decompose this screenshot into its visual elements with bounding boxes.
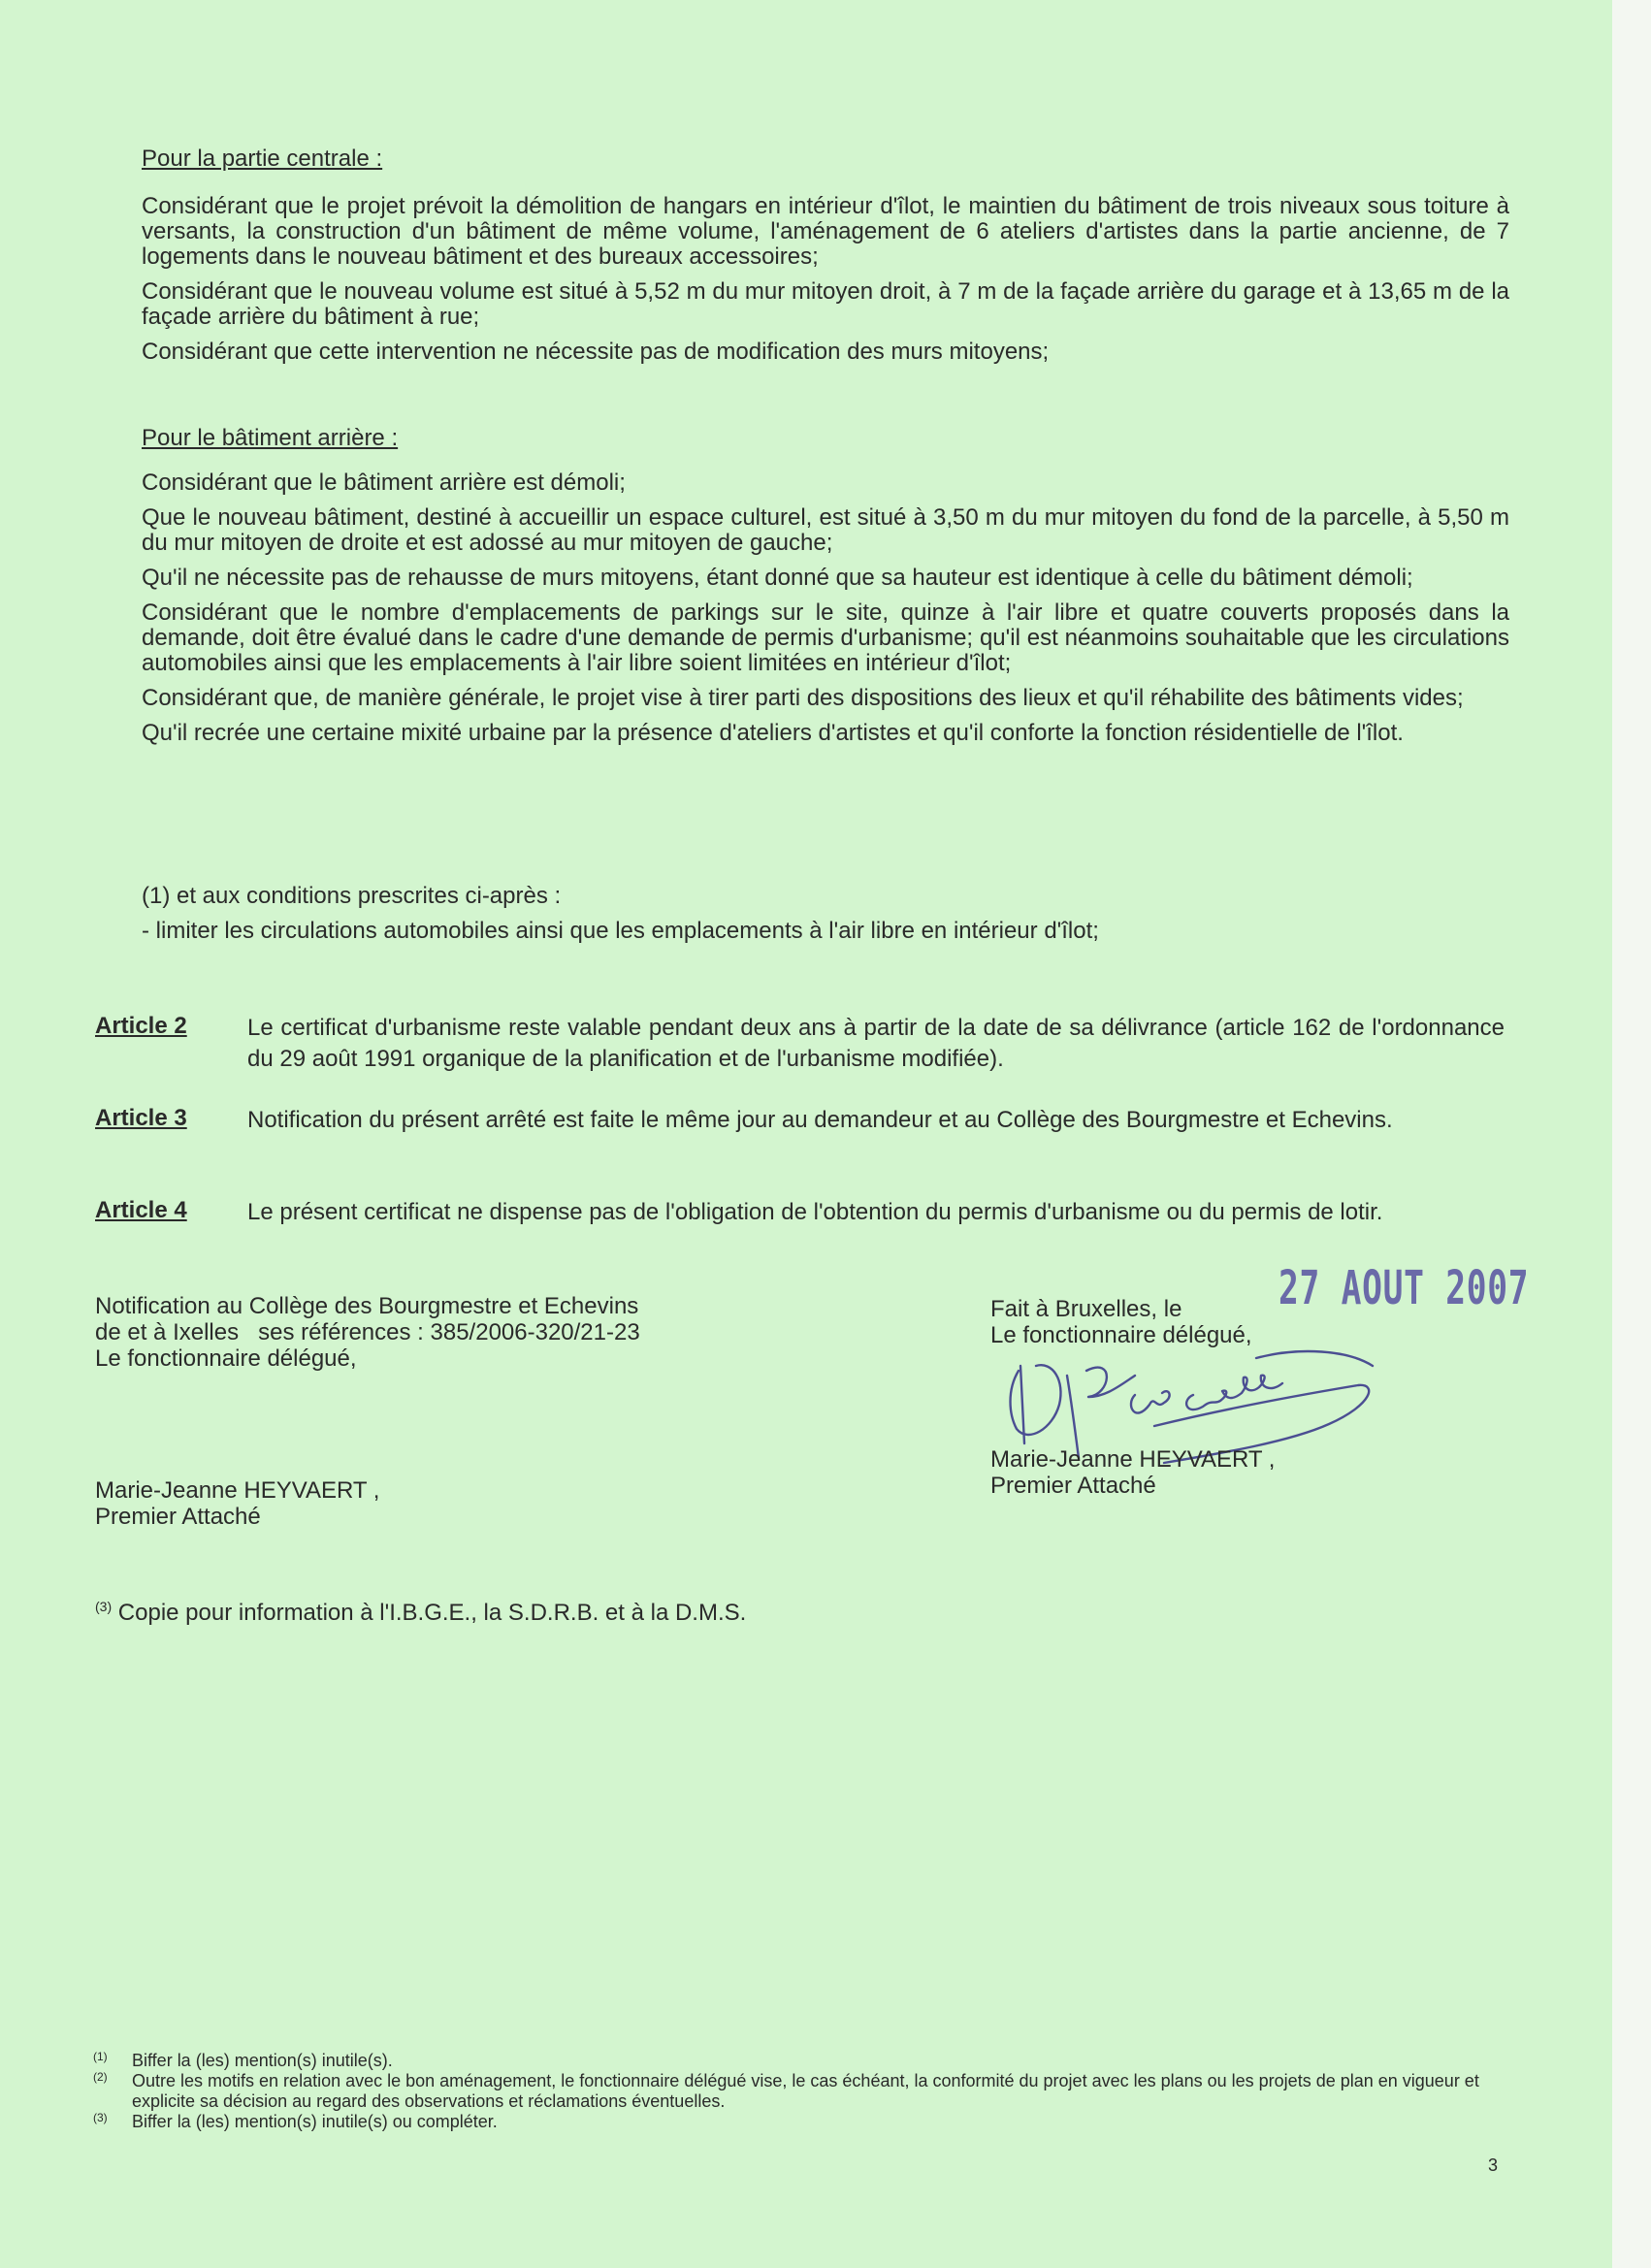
page-edge [1612,0,1651,2268]
fait-place: Fait à Bruxelles, le [990,1296,1182,1322]
footnote-marker: (3) [95,1599,113,1614]
signatory-title: Premier Attaché [95,1504,261,1530]
footnote-text: Outre les motifs en relation avec le bon aménagement, le fonctionnaire délégué vise, le cas échéant, la conformité du projet avec les plans ou les projets de plan en vigueur et explicite sa décision au regard des observations et réclamations éventuelles. [132,2071,1479,2111]
signatory-title: Premier Attaché [990,1473,1156,1499]
paragraph: Considérant que le projet prévoit la démolition de hangars en intérieur d'îlot, le maintien du bâtiment de trois niveaux sous toiture à versants, la construction d'un bâtiment de même volume, l'aménagement de 6 ateliers d'artistes dans la partie ancienne, de 7 logements dans le nouveau bâtiment et des bureaux accessoires; [142,193,1509,270]
footnote [93,2051,1509,2071]
signatory-name: Marie-Jeanne HEYVAERT , [95,1477,380,1504]
article-4-text: Le présent certificat ne dispense pas de l'obligation de l'obtention du permis d'urbanisme ou du permis de lotir. [247,1199,1383,1225]
article-2-text: Le certificat d'urbanisme reste valable pendant deux ans à partir de la date de sa délivrance (article 162 de l'ordonnance du 29 août 1991 organique de la planification et de l'urbanisme modifiée). [247,1015,1505,1072]
conditions-intro: (1) et aux conditions prescrites ci-après : [142,883,562,909]
article-3-text: Notification du présent arrêté est faite le même jour au demandeur et au Collège des Bourgmestre et Echevins. [247,1107,1393,1133]
paragraph: Considérant que, de manière générale, le projet vise à tirer parti des dispositions des lieux et qu'il réhabilite des bâtiments vides; [142,685,1464,711]
footnote [93,2071,1509,2112]
notification-line: Notification au Collège des Bourgmestre et Echevins [95,1293,639,1319]
section-batiment-arriere [142,470,1509,756]
conditions-item: - limiter les circulations automobiles ainsi que les emplacements à l'air libre en intérieur d'îlot; [142,918,1099,944]
paragraph: Considérant que le nombre d'emplacements de parkings sur le site, quinze à l'air libre et quatre couverts proposés dans la demande, doit être évalué dans le cadre d'une demande de permis d'urbanisme; qu'il est néanmoins souhaitable que les circulations automobiles ainsi que les emplacements à l'air libre soient limitées en intérieur d'îlot; [142,599,1509,676]
fait-signatory-role: Le fonctionnaire délégué, [990,1322,1252,1348]
footnote [93,2112,1509,2132]
paragraph: Que le nouveau bâtiment, destiné à accueillir un espace culturel, est situé à 3,50 m du mur mitoyen du fond de la parcelle, à 5,50 m du mur mitoyen de droite et est adossé au mur mitoyen de gauche; [142,504,1509,556]
conditions [142,884,1509,954]
article-4-label: Article 4 [95,1197,187,1223]
article-2-label: Article 2 [95,1013,187,1039]
footnote-marker: (1) [93,2050,108,2063]
paragraph: Qu'il recrée une certaine mixité urbaine par la présence d'ateliers d'artistes et qu'il conforte la fonction résidentielle de l'îlot. [142,720,1404,746]
notification-signatory [95,1477,379,1530]
paragraph: Considérant que cette intervention ne nécessite pas de modification des murs mitoyens; [142,339,1050,365]
footnote-text: Biffer la (les) mention(s) inutile(s) ou compléter. [132,2112,498,2131]
notification-signatory-role: Le fonctionnaire délégué, [95,1345,357,1372]
footnote-marker: (2) [93,2070,108,2084]
copy-text: Copie pour information à l'I.B.G.E., la S.D.R.B. et à la D.M.S. [117,1600,747,1626]
page-number: 3 [1488,2155,1499,2175]
signatory-name: Marie-Jeanne HEYVAERT , [990,1446,1276,1473]
footnote-text: Biffer la (les) mention(s) inutile(s). [132,2051,393,2070]
notification-block [95,1293,640,1372]
fait-signatory [990,1446,1275,1499]
paragraph: Considérant que le bâtiment arrière est démoli; [142,470,626,496]
date-stamp: 27 AOUT 2007 [1279,1261,1530,1315]
paragraph: Considérant que le nouveau volume est situé à 5,52 m du mur mitoyen droit, à 7 m de la façade arrière du garage et à 13,65 m de la façade arrière du bâtiment à rue; [142,278,1509,330]
article-3-label: Article 3 [95,1105,187,1131]
paragraph: Qu'il ne nécessite pas de rehausse de murs mitoyens, étant donné que sa hauteur est identique à celle du bâtiment démoli; [142,565,1413,591]
section-partie-centrale [142,194,1509,374]
heading-batiment-arriere: Pour le bâtiment arrière : [142,425,399,451]
heading-partie-centrale: Pour la partie centrale : [142,146,383,172]
footnotes [93,2051,1509,2132]
footnote-marker: (3) [93,2111,108,2124]
notification-references: de et à Ixelles ses références : 385/2006-320/21-23 [95,1319,640,1345]
copy-line [95,1599,746,1627]
